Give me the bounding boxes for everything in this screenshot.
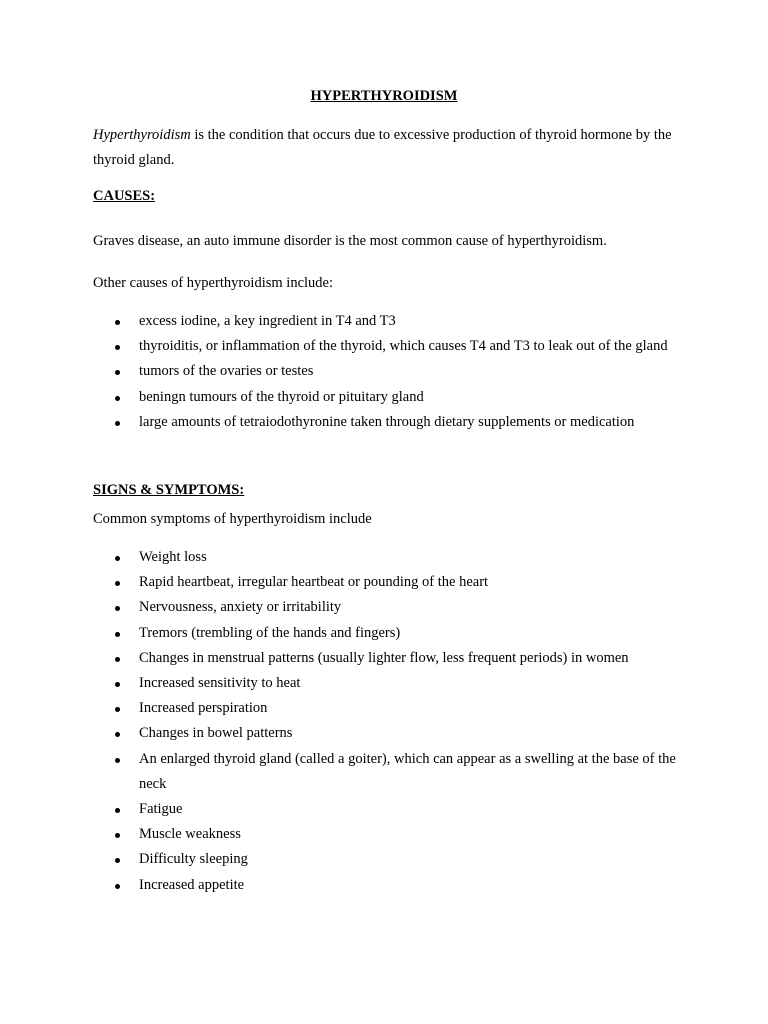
symptoms-item-text: Tremors (trembling of the hands and fingers) bbox=[139, 624, 401, 641]
list-item bbox=[93, 570, 693, 595]
intro-term: Hyperthyroidism bbox=[93, 127, 191, 143]
bullet-icon bbox=[115, 632, 120, 637]
list-item bbox=[93, 847, 693, 872]
bullet-icon bbox=[115, 556, 120, 561]
causes-list bbox=[93, 309, 693, 435]
list-item bbox=[93, 385, 693, 410]
causes-main-paragraph: Graves disease, an auto immune disorder is the most common cause of hyperthyroidism. bbox=[93, 233, 607, 249]
list-item bbox=[93, 696, 693, 721]
symptoms-item-text: Rapid heartbeat, irregular heartbeat or pounding of the heart bbox=[139, 574, 489, 591]
bullet-icon bbox=[115, 421, 120, 426]
causes-item-text: large amounts of tetraiodothyronine taken through dietary supplements or medication bbox=[139, 413, 635, 430]
bullet-icon bbox=[115, 320, 120, 325]
document-title: HYPERTHYROIDISM bbox=[310, 88, 458, 104]
list-item bbox=[93, 410, 693, 435]
causes-item-text: beningn tumours of the thyroid or pituitary gland bbox=[139, 388, 424, 405]
symptoms-item-text: Changes in menstrual patterns (usually lighter flow, less frequent periods) in women bbox=[139, 649, 629, 666]
causes-item-text: thyroiditis, or inflammation of the thyroid, which causes T4 and T3 to leak out of the gland bbox=[139, 338, 668, 355]
list-item bbox=[93, 797, 693, 822]
symptoms-item-text: Increased appetite bbox=[139, 876, 245, 893]
bullet-icon bbox=[115, 858, 120, 863]
symptoms-item-text: Weight loss bbox=[139, 549, 207, 565]
list-item bbox=[93, 873, 693, 898]
symptoms-list bbox=[93, 545, 693, 898]
causes-item-text: tumors of the ovaries or testes bbox=[139, 363, 314, 380]
symptoms-item-text: An enlarged thyroid gland (called a goiter), which can appear as a swelling at the base of the neck bbox=[139, 750, 676, 792]
bullet-icon bbox=[115, 682, 120, 687]
list-item bbox=[93, 334, 693, 359]
bullet-icon bbox=[115, 808, 120, 813]
symptoms-item-text: Fatigue bbox=[139, 801, 183, 818]
symptoms-item-text: Nervousness, anxiety or irritability bbox=[139, 599, 342, 616]
intro-paragraph bbox=[93, 123, 693, 173]
bullet-icon bbox=[115, 758, 120, 763]
intro-text: is the condition that occurs due to excessive production of thyroid hormone by the thyroid gland. bbox=[93, 127, 672, 168]
bullet-icon bbox=[115, 345, 120, 350]
bullet-icon bbox=[115, 707, 120, 712]
list-item bbox=[93, 595, 693, 620]
bullet-icon bbox=[115, 884, 120, 889]
bullet-icon bbox=[115, 606, 120, 611]
list-item bbox=[93, 545, 693, 570]
list-item bbox=[93, 359, 693, 384]
symptoms-item-text: Difficulty sleeping bbox=[139, 851, 248, 868]
list-item bbox=[93, 747, 693, 797]
symptoms-item-text: Muscle weakness bbox=[139, 826, 241, 843]
bullet-icon bbox=[115, 657, 120, 662]
list-item bbox=[93, 671, 693, 696]
symptoms-item-text: Increased perspiration bbox=[139, 700, 268, 717]
bullet-icon bbox=[115, 581, 120, 586]
symptoms-heading: SIGNS & SYMPTOMS: bbox=[93, 482, 245, 498]
list-item bbox=[93, 309, 693, 334]
list-item bbox=[93, 621, 693, 646]
symptoms-item-text: Changes in bowel patterns bbox=[139, 725, 293, 742]
bullet-icon bbox=[115, 732, 120, 737]
causes-heading: CAUSES: bbox=[93, 188, 156, 204]
bullet-icon bbox=[115, 396, 120, 401]
causes-item-text: excess iodine, a key ingredient in T4 and T3 bbox=[139, 313, 396, 329]
list-item bbox=[93, 822, 693, 847]
list-item bbox=[93, 721, 693, 746]
list-item bbox=[93, 646, 693, 671]
symptoms-intro-paragraph: Common symptoms of hyperthyroidism include bbox=[93, 511, 372, 527]
symptoms-item-text: Increased sensitivity to heat bbox=[139, 675, 301, 692]
bullet-icon bbox=[115, 833, 120, 838]
causes-other-paragraph: Other causes of hyperthyroidism include: bbox=[93, 275, 333, 291]
bullet-icon bbox=[115, 370, 120, 375]
